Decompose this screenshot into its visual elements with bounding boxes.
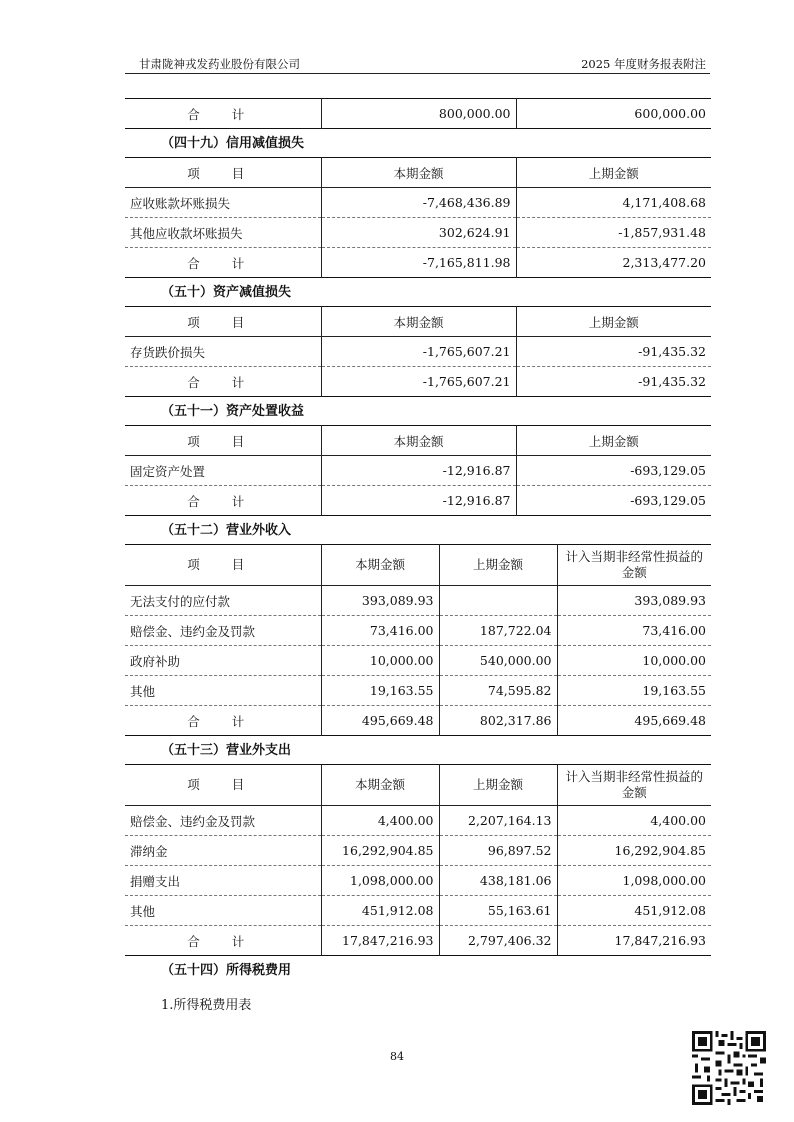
total-current: -7,165,811.98 xyxy=(321,248,516,278)
non-operating-expense-table xyxy=(125,764,711,956)
total-prior: 2,313,477.20 xyxy=(516,248,711,278)
row-item: 滞纳金 xyxy=(125,836,321,866)
table-total-row xyxy=(125,926,711,956)
row-current: 302,624.91 xyxy=(321,218,516,248)
table-total-row xyxy=(125,706,711,736)
row-item: 无法支付的应付款 xyxy=(125,586,321,616)
table-row xyxy=(125,188,711,218)
row-prior: 2,207,164.13 xyxy=(439,806,557,836)
table-header-row xyxy=(125,158,711,188)
total-prior: -91,435.32 xyxy=(516,367,711,397)
col-header-current: 本期金额 xyxy=(321,545,439,586)
table-row xyxy=(125,866,711,896)
row-current: 19,163.55 xyxy=(321,676,439,706)
col-header-item: 项 目 xyxy=(125,426,321,456)
col-header-item: 项 目 xyxy=(125,158,321,188)
row-item: 捐赠支出 xyxy=(125,866,321,896)
row-current: -7,468,436.89 xyxy=(321,188,516,218)
total-label: 合 计 xyxy=(125,486,321,516)
credit-impairment-table xyxy=(125,157,711,278)
company-name: 甘肃陇神戎发药业股份有限公司 xyxy=(139,57,300,71)
table-row xyxy=(125,646,711,676)
col-header-item: 项 目 xyxy=(125,765,321,806)
row-item: 其他 xyxy=(125,896,321,926)
row-item: 政府补助 xyxy=(125,646,321,676)
col-header-nonrecurring: 计入当期非经常性损益的金额 xyxy=(557,765,711,806)
total-current: 495,669.48 xyxy=(321,706,439,736)
col-header-current: 本期金额 xyxy=(321,307,516,337)
asset-impairment-table xyxy=(125,306,711,397)
row-nonrecurring: 19,163.55 xyxy=(557,676,711,706)
col-header-item: 项 目 xyxy=(125,307,321,337)
row-prior: -91,435.32 xyxy=(516,337,711,367)
total-prior: 600,000.00 xyxy=(516,99,711,129)
row-current: 4,400.00 xyxy=(321,806,439,836)
total-prior: 2,797,406.32 xyxy=(439,926,557,956)
row-nonrecurring: 10,000.00 xyxy=(557,646,711,676)
table-header-row xyxy=(125,765,711,806)
row-current: -12,916.87 xyxy=(321,456,516,486)
row-nonrecurring: 1,098,000.00 xyxy=(557,866,711,896)
col-header-prior: 上期金额 xyxy=(516,426,711,456)
table-row xyxy=(125,586,711,616)
table-row xyxy=(125,676,711,706)
section-title-non-operating-income: （五十二）营业外收入 xyxy=(161,523,292,538)
total-current: -1,765,607.21 xyxy=(321,367,516,397)
table-header-row xyxy=(125,307,711,337)
table-row xyxy=(125,616,711,646)
total-prior: -693,129.05 xyxy=(516,486,711,516)
section-title-asset-impairment: （五十）资产减值损失 xyxy=(161,285,292,300)
row-item: 应收账款坏账损失 xyxy=(125,188,321,218)
row-prior: 187,722.04 xyxy=(439,616,557,646)
col-header-prior: 上期金额 xyxy=(516,307,711,337)
row-prior: 4,171,408.68 xyxy=(516,188,711,218)
row-prior: 74,595.82 xyxy=(439,676,557,706)
row-nonrecurring: 16,292,904.85 xyxy=(557,836,711,866)
total-prior: 802,317.86 xyxy=(439,706,557,736)
total-label: 合 计 xyxy=(125,248,321,278)
table-row xyxy=(125,456,711,486)
section-title-income-tax: （五十四）所得税费用 xyxy=(161,963,292,978)
row-nonrecurring: 4,400.00 xyxy=(557,806,711,836)
col-header-item: 项 目 xyxy=(125,545,321,586)
row-prior: -1,857,931.48 xyxy=(516,218,711,248)
row-item: 其他 xyxy=(125,676,321,706)
total-label: 合 计 xyxy=(125,706,321,736)
row-current: 16,292,904.85 xyxy=(321,836,439,866)
section-title-non-operating-expense: （五十三）营业外支出 xyxy=(161,743,292,758)
total-label: 合 计 xyxy=(125,926,321,956)
prior-table-total xyxy=(125,98,711,129)
total-label: 合 计 xyxy=(125,99,321,129)
table-row xyxy=(125,337,711,367)
col-header-current: 本期金额 xyxy=(321,765,439,806)
row-prior: 438,181.06 xyxy=(439,866,557,896)
col-header-prior: 上期金额 xyxy=(439,545,557,586)
total-current: 17,847,216.93 xyxy=(321,926,439,956)
row-prior: 55,163.61 xyxy=(439,896,557,926)
total-current: -12,916.87 xyxy=(321,486,516,516)
row-prior: 540,000.00 xyxy=(439,646,557,676)
table-total-row xyxy=(125,486,711,516)
table-row xyxy=(125,836,711,866)
report-title: 2025 年度财务报表附注 xyxy=(581,57,706,71)
row-prior xyxy=(439,586,557,616)
total-label: 合 计 xyxy=(125,367,321,397)
row-prior: 96,897.52 xyxy=(439,836,557,866)
table-total-row xyxy=(125,248,711,278)
table-row xyxy=(125,806,711,836)
page-content xyxy=(125,98,711,1013)
non-operating-income-table xyxy=(125,544,711,736)
section-title-asset-disposal: （五十一）资产处置收益 xyxy=(161,404,305,419)
row-current: -1,765,607.21 xyxy=(321,337,516,367)
row-item: 固定资产处置 xyxy=(125,456,321,486)
row-current: 1,098,000.00 xyxy=(321,866,439,896)
row-item: 赔偿金、违约金及罚款 xyxy=(125,616,321,646)
col-header-prior: 上期金额 xyxy=(516,158,711,188)
total-current: 800,000.00 xyxy=(321,99,516,129)
row-item: 赔偿金、违约金及罚款 xyxy=(125,806,321,836)
section-title-credit-impairment: （四十九）信用减值损失 xyxy=(161,136,305,151)
row-item: 存货跌价损失 xyxy=(125,337,321,367)
col-header-current: 本期金额 xyxy=(321,158,516,188)
total-nonrecurring: 17,847,216.93 xyxy=(557,926,711,956)
page-header xyxy=(125,55,710,74)
row-nonrecurring: 393,089.93 xyxy=(557,586,711,616)
asset-disposal-table xyxy=(125,425,711,516)
table-header-row xyxy=(125,545,711,586)
col-header-current: 本期金额 xyxy=(321,426,516,456)
col-header-prior: 上期金额 xyxy=(439,765,557,806)
row-current: 451,912.08 xyxy=(321,896,439,926)
qr-code-icon xyxy=(692,1031,766,1105)
page-number: 84 xyxy=(390,1050,404,1063)
table-header-row xyxy=(125,426,711,456)
row-item: 其他应收款坏账损失 xyxy=(125,218,321,248)
row-prior: -693,129.05 xyxy=(516,456,711,486)
table-total-row xyxy=(125,99,711,129)
row-current: 73,416.00 xyxy=(321,616,439,646)
row-current: 10,000.00 xyxy=(321,646,439,676)
row-nonrecurring: 451,912.08 xyxy=(557,896,711,926)
total-nonrecurring: 495,669.48 xyxy=(557,706,711,736)
table-row xyxy=(125,218,711,248)
row-nonrecurring: 73,416.00 xyxy=(557,616,711,646)
col-header-nonrecurring: 计入当期非经常性损益的金额 xyxy=(557,545,711,586)
table-row xyxy=(125,896,711,926)
table-total-row xyxy=(125,367,711,397)
subsection-income-tax-table: 1.所得税费用表 xyxy=(161,998,252,1013)
row-current: 393,089.93 xyxy=(321,586,439,616)
